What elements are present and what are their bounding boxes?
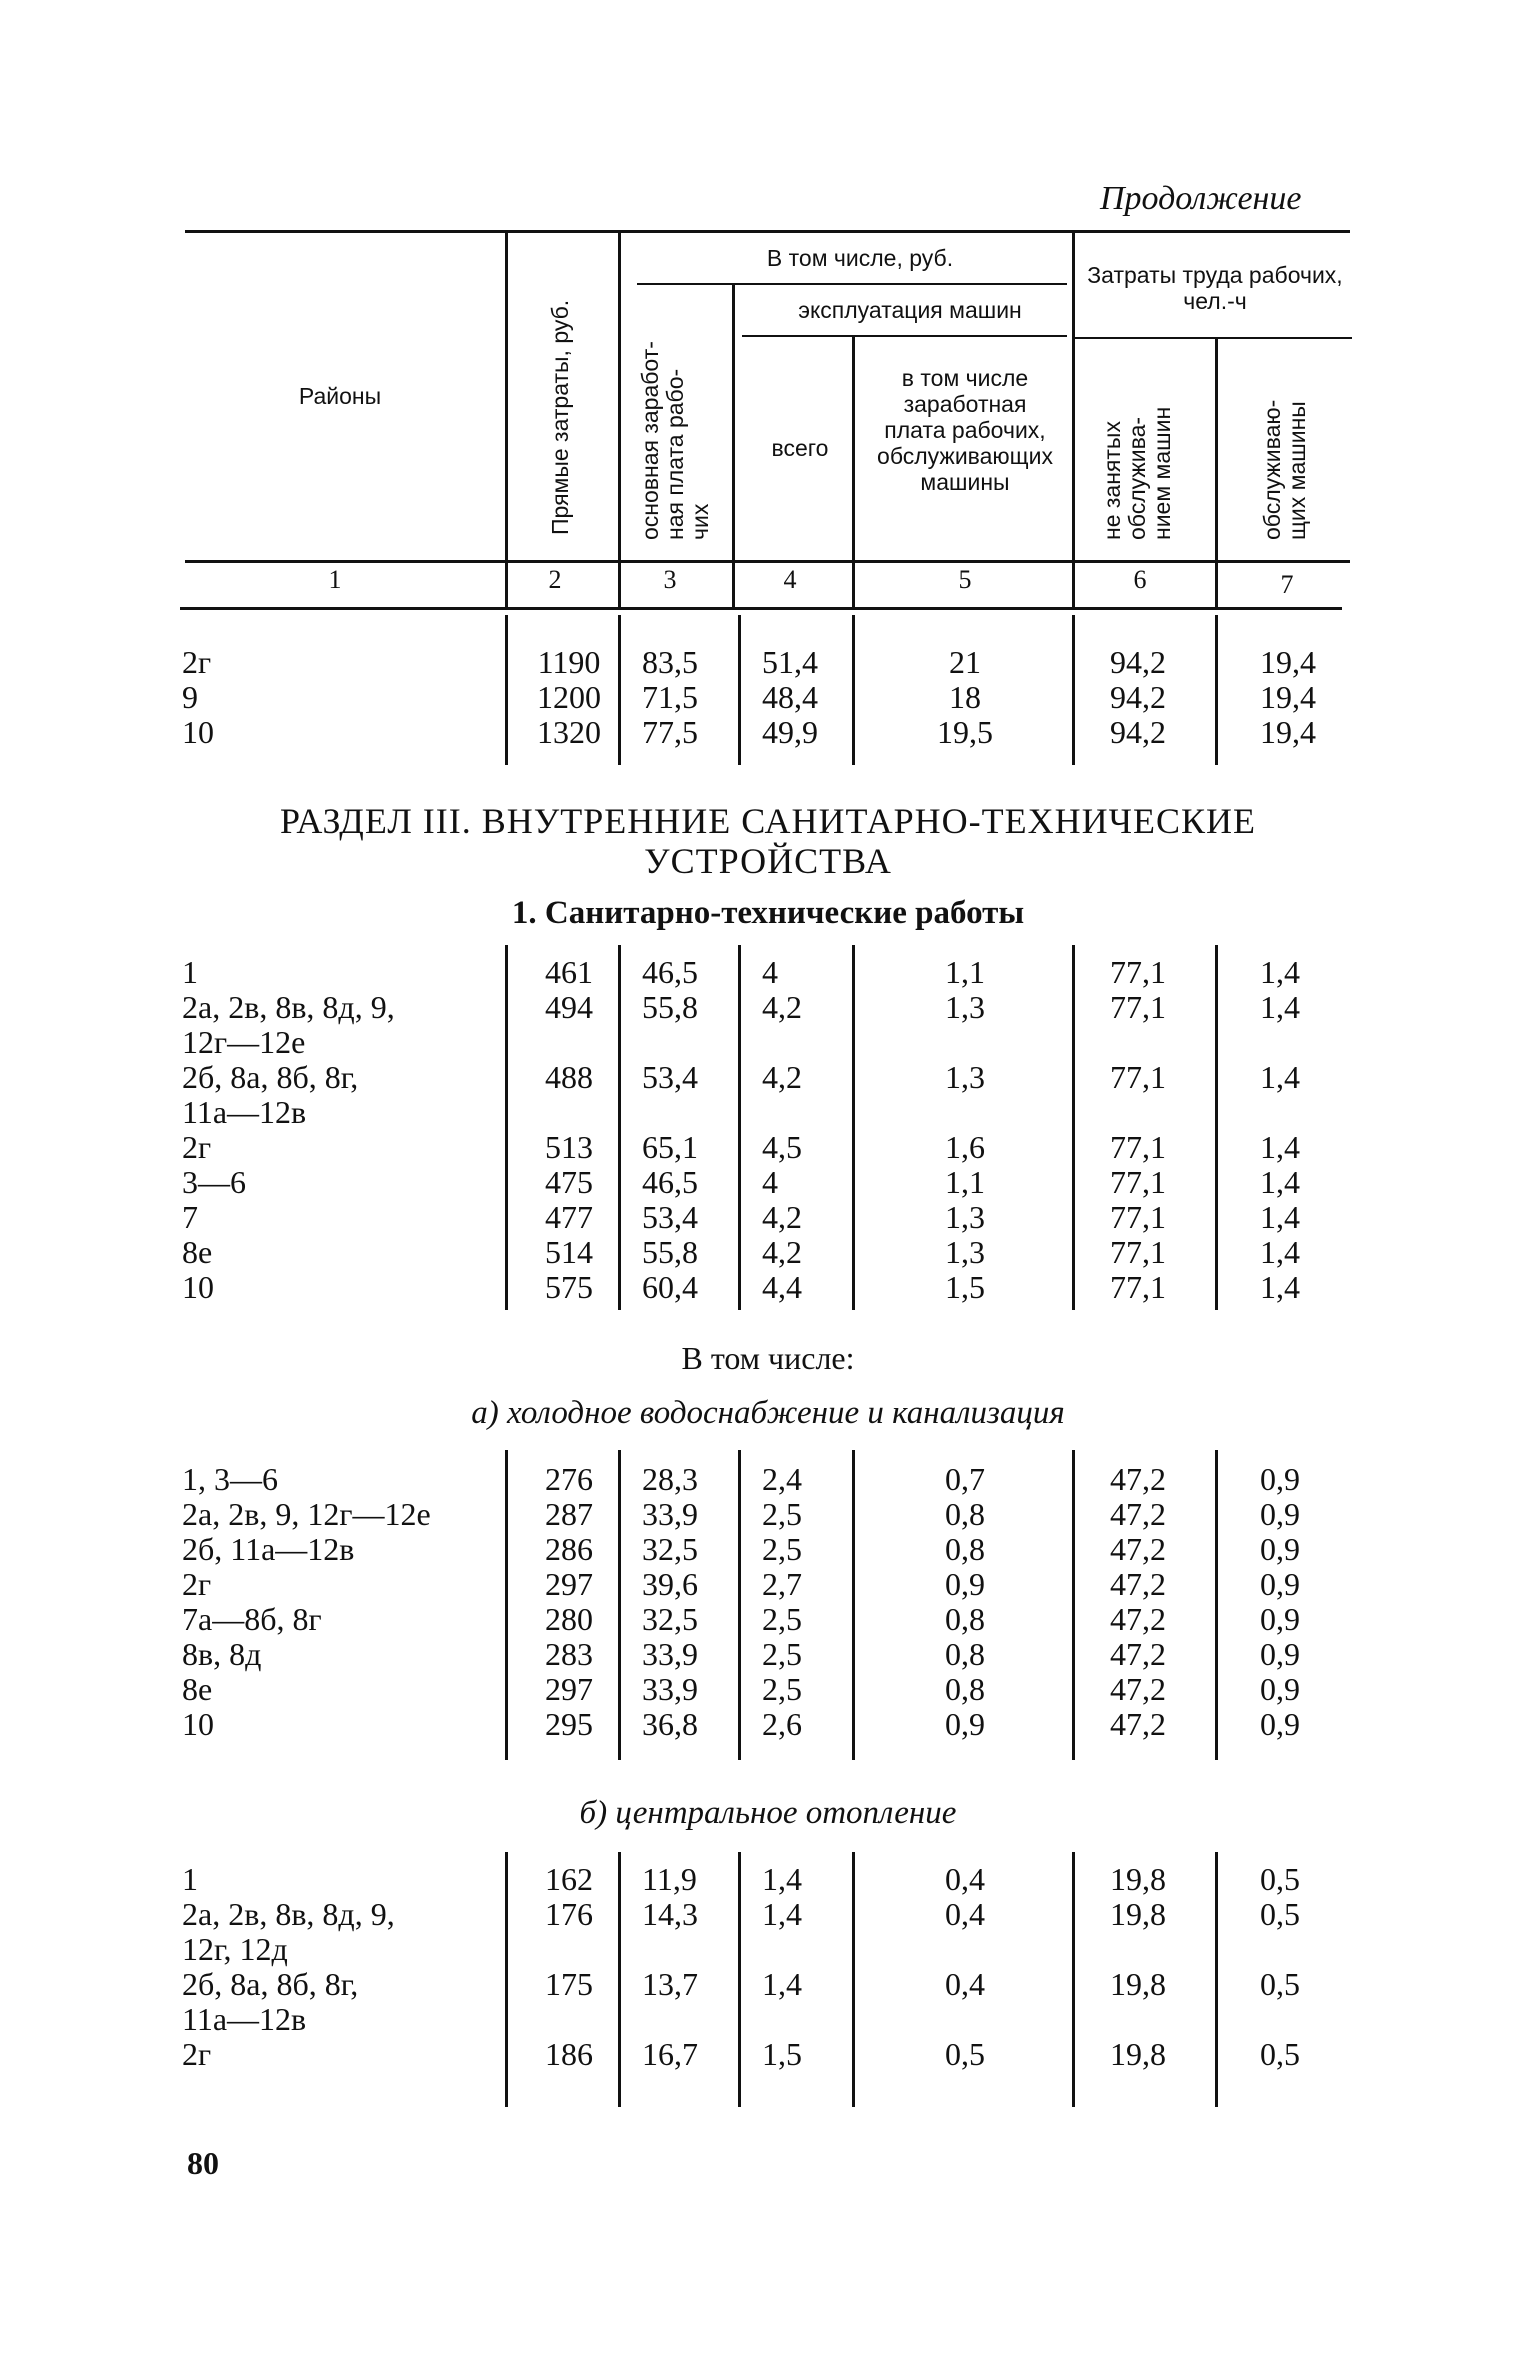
col-divider <box>852 337 855 607</box>
value-cell: 19,4 <box>1260 644 1316 680</box>
value-cell: 295 <box>545 1706 593 1742</box>
value-cell: 47,2 <box>1110 1601 1166 1637</box>
value-cell: 2,5 <box>762 1601 802 1637</box>
value-cell: 94,2 <box>1110 644 1166 680</box>
value-cell: 575 <box>545 1269 593 1305</box>
value-cell: 176 <box>545 1896 593 1932</box>
district-cell: 10 <box>182 1706 214 1742</box>
value-cell: 47,2 <box>1110 1671 1166 1707</box>
header-not-servicing: не занятых обслужива- нием машин <box>1099 406 1175 540</box>
table-row <box>0 1862 1536 1896</box>
district-cell: 2б, 8а, 8б, 8г, <box>182 1059 359 1095</box>
value-cell: 19,5 <box>937 714 993 750</box>
value-cell: 0,9 <box>1260 1636 1300 1672</box>
header-total: всего <box>771 435 829 461</box>
value-cell: 77,1 <box>1110 1199 1166 1235</box>
value-cell: 0,9 <box>1260 1496 1300 1532</box>
value-cell: 280 <box>545 1601 593 1637</box>
value-cell: 0,8 <box>945 1671 985 1707</box>
value-cell: 0,5 <box>945 2036 985 2072</box>
value-cell: 1,4 <box>1260 954 1300 990</box>
value-cell: 0,8 <box>945 1601 985 1637</box>
value-cell: 0,8 <box>945 1496 985 1532</box>
value-cell: 1,3 <box>945 1234 985 1270</box>
value-cell: 33,9 <box>642 1671 698 1707</box>
col-number: 3 <box>663 565 677 594</box>
value-cell: 0,9 <box>1260 1531 1300 1567</box>
col-divider <box>1072 232 1075 607</box>
value-cell: 55,8 <box>642 989 698 1025</box>
value-cell: 19,8 <box>1110 1966 1166 2002</box>
header-mid-rule <box>185 560 1350 563</box>
district-cell: 2б, 11а—12в <box>182 1531 355 1567</box>
table-row <box>0 1897 1536 1931</box>
table-row <box>0 1130 1536 1164</box>
district-cell: 7 <box>182 1199 198 1235</box>
value-cell: 77,1 <box>1110 989 1166 1025</box>
col-number: 2 <box>548 565 562 594</box>
value-cell: 276 <box>545 1461 593 1497</box>
subsection-title: 1. Санитарно-технические работы <box>511 895 1025 931</box>
table-row <box>0 1567 1536 1601</box>
header-labor-costs: Затраты труда рабочих, чел.-ч <box>1087 262 1343 314</box>
district-cell: 10 <box>182 1269 214 1305</box>
value-cell: 175 <box>545 1966 593 2002</box>
value-cell: 13,7 <box>642 1966 698 2002</box>
value-cell: 2,6 <box>762 1706 802 1742</box>
value-cell: 77,1 <box>1110 1059 1166 1095</box>
value-cell: 1,6 <box>945 1129 985 1165</box>
table-row <box>0 2037 1536 2071</box>
value-cell: 0,9 <box>1260 1461 1300 1497</box>
district-cell: 2а, 2в, 8в, 8д, 9, <box>182 989 395 1025</box>
value-cell: 16,7 <box>642 2036 698 2072</box>
col-divider <box>618 232 621 607</box>
value-cell: 4 <box>762 954 778 990</box>
header-direct-costs: Прямые затраты, руб. <box>547 299 573 535</box>
header-base-salary: основная заработ- ная плата рабо- чих <box>637 341 713 540</box>
value-cell: 53,4 <box>642 1059 698 1095</box>
value-cell: 55,8 <box>642 1234 698 1270</box>
value-cell: 186 <box>545 2036 593 2072</box>
value-cell: 1,1 <box>945 1164 985 1200</box>
table-row <box>0 1967 1536 2001</box>
table-row <box>0 1095 1536 1129</box>
header-servicing: обслуживаю- щих машины <box>1259 399 1310 540</box>
value-cell: 4,5 <box>762 1129 802 1165</box>
value-cell: 32,5 <box>642 1601 698 1637</box>
value-cell: 19,8 <box>1110 1896 1166 1932</box>
value-cell: 77,1 <box>1110 1129 1166 1165</box>
value-cell: 1,4 <box>1260 1164 1300 1200</box>
table-row <box>0 1532 1536 1566</box>
district-cell: 1 <box>182 1861 198 1897</box>
header-incl-salary-servicing: в том числе заработная плата рабочих, обслуживающих машины <box>877 365 1053 495</box>
value-cell: 1,4 <box>1260 1234 1300 1270</box>
district-cell: 10 <box>182 714 214 750</box>
col-number: 5 <box>958 565 972 594</box>
col-number: 6 <box>1133 565 1147 594</box>
value-cell: 49,9 <box>762 714 818 750</box>
value-cell: 2,5 <box>762 1671 802 1707</box>
section-title-cont: УСТРОЙСТВА <box>644 841 892 881</box>
value-cell: 0,9 <box>1260 1671 1300 1707</box>
value-cell: 65,1 <box>642 1129 698 1165</box>
continuation-label: Продолжение <box>1100 180 1302 217</box>
value-cell: 0,9 <box>945 1566 985 1602</box>
value-cell: 47,2 <box>1110 1496 1166 1532</box>
value-cell: 1,4 <box>1260 1059 1300 1095</box>
header-top-rule <box>185 230 1350 233</box>
value-cell: 488 <box>545 1059 593 1095</box>
value-cell: 4,4 <box>762 1269 802 1305</box>
value-cell: 1,4 <box>1260 1129 1300 1165</box>
value-cell: 94,2 <box>1110 679 1166 715</box>
value-cell: 83,5 <box>642 644 698 680</box>
value-cell: 1200 <box>537 679 601 715</box>
value-cell: 0,4 <box>945 1861 985 1897</box>
value-cell: 1,4 <box>1260 1199 1300 1235</box>
district-cell: 8е <box>182 1671 213 1707</box>
value-cell: 46,5 <box>642 1164 698 1200</box>
value-cell: 0,5 <box>1260 1966 1300 2002</box>
value-cell: 2,7 <box>762 1566 802 1602</box>
value-cell: 77,1 <box>1110 1234 1166 1270</box>
subtitle-b: б) центральное отопление <box>579 1795 957 1831</box>
header-machine-operation: эксплуатация машин <box>798 297 1022 323</box>
value-cell: 0,9 <box>1260 1566 1300 1602</box>
value-cell: 11,9 <box>642 1861 697 1897</box>
value-cell: 1,1 <box>945 954 985 990</box>
value-cell: 36,8 <box>642 1706 698 1742</box>
value-cell: 0,4 <box>945 1966 985 2002</box>
value-cell: 2,5 <box>762 1636 802 1672</box>
value-cell: 47,2 <box>1110 1636 1166 1672</box>
value-cell: 4,2 <box>762 1059 802 1095</box>
col-number: 1 <box>328 565 342 594</box>
table-row <box>0 680 1536 714</box>
header-sub-rule-2 <box>742 335 1067 337</box>
value-cell: 18 <box>949 679 981 715</box>
value-cell: 77,5 <box>642 714 698 750</box>
value-cell: 1,5 <box>945 1269 985 1305</box>
value-cell: 0,5 <box>1260 1861 1300 1897</box>
value-cell: 1,4 <box>762 1896 802 1932</box>
table-row <box>0 1637 1536 1671</box>
header-including-rub: В том числе, руб. <box>766 245 954 271</box>
col-divider <box>1215 339 1218 607</box>
district-cell: 8в, 8д <box>182 1636 262 1672</box>
table-row <box>0 645 1536 679</box>
value-cell: 461 <box>545 954 593 990</box>
subtitle-a: а) холодное водоснабжение и канализация <box>471 1395 1065 1431</box>
table-row <box>0 1060 1536 1094</box>
value-cell: 1,3 <box>945 1199 985 1235</box>
page-number: 80 <box>187 2145 219 2181</box>
table-row <box>0 955 1536 989</box>
value-cell: 51,4 <box>762 644 818 680</box>
value-cell: 32,5 <box>642 1531 698 1567</box>
district-cell: 1 <box>182 954 198 990</box>
value-cell: 162 <box>545 1861 593 1897</box>
value-cell: 0,9 <box>945 1706 985 1742</box>
table-row <box>0 715 1536 749</box>
value-cell: 0,7 <box>945 1461 985 1497</box>
table-row <box>0 1672 1536 1706</box>
value-cell: 46,5 <box>642 954 698 990</box>
value-cell: 77,1 <box>1110 1269 1166 1305</box>
value-cell: 47,2 <box>1110 1461 1166 1497</box>
value-cell: 14,3 <box>642 1896 698 1932</box>
value-cell: 77,1 <box>1110 954 1166 990</box>
value-cell: 4,2 <box>762 1234 802 1270</box>
value-cell: 477 <box>545 1199 593 1235</box>
value-cell: 2,5 <box>762 1496 802 1532</box>
table-row <box>0 1497 1536 1531</box>
section-title: РАЗДЕЛ III. ВНУТРЕННИЕ САНИТАРНО-ТЕХНИЧЕСКИЕ <box>279 801 1257 841</box>
value-cell: 47,2 <box>1110 1531 1166 1567</box>
district-cell: 2б, 8а, 8б, 8г, <box>182 1966 359 2002</box>
value-cell: 0,5 <box>1260 2036 1300 2072</box>
value-cell: 2,5 <box>762 1531 802 1567</box>
value-cell: 39,6 <box>642 1566 698 1602</box>
district-cell: 2а, 2в, 9, 12г—12е <box>182 1496 431 1532</box>
district-cell: 3—6 <box>182 1164 246 1200</box>
col-number: 7 <box>1280 570 1294 599</box>
table-row <box>0 990 1536 1024</box>
value-cell: 60,4 <box>642 1269 698 1305</box>
district-cell: 2г <box>182 1566 212 1602</box>
district-cell: 12г—12е <box>182 1024 306 1060</box>
value-cell: 33,9 <box>642 1636 698 1672</box>
value-cell: 2,4 <box>762 1461 802 1497</box>
value-cell: 71,5 <box>642 679 698 715</box>
table-row <box>0 1602 1536 1636</box>
value-cell: 286 <box>545 1531 593 1567</box>
district-cell: 11а—12в <box>182 1094 307 1130</box>
table-row <box>0 1707 1536 1741</box>
value-cell: 475 <box>545 1164 593 1200</box>
value-cell: 19,8 <box>1110 2036 1166 2072</box>
header-sub-rule <box>637 283 1067 285</box>
value-cell: 0,8 <box>945 1636 985 1672</box>
header-bottom-rule <box>180 607 1342 610</box>
value-cell: 19,4 <box>1260 714 1316 750</box>
value-cell: 1,4 <box>762 1966 802 2002</box>
table-row <box>0 1165 1536 1199</box>
table-row <box>0 1932 1536 1966</box>
value-cell: 1190 <box>537 644 601 680</box>
district-cell: 9 <box>182 679 198 715</box>
value-cell: 297 <box>545 1566 593 1602</box>
district-cell: 2г <box>182 2036 212 2072</box>
table-row <box>0 1270 1536 1304</box>
value-cell: 4 <box>762 1164 778 1200</box>
value-cell: 19,4 <box>1260 679 1316 715</box>
value-cell: 297 <box>545 1671 593 1707</box>
value-cell: 1,5 <box>762 2036 802 2072</box>
value-cell: 47,2 <box>1110 1566 1166 1602</box>
value-cell: 0,8 <box>945 1531 985 1567</box>
district-cell: 1, 3—6 <box>182 1461 278 1497</box>
value-cell: 0,9 <box>1260 1706 1300 1742</box>
value-cell: 53,4 <box>642 1199 698 1235</box>
col-number: 4 <box>783 565 797 594</box>
value-cell: 1,4 <box>1260 1269 1300 1305</box>
district-cell: 12г, 12д <box>182 1931 288 1967</box>
table-row <box>0 1025 1536 1059</box>
value-cell: 514 <box>545 1234 593 1270</box>
value-cell: 0,9 <box>1260 1601 1300 1637</box>
value-cell: 283 <box>545 1636 593 1672</box>
district-cell: 2г <box>182 644 212 680</box>
value-cell: 1320 <box>537 714 601 750</box>
value-cell: 513 <box>545 1129 593 1165</box>
value-cell: 1,3 <box>945 989 985 1025</box>
value-cell: 19,8 <box>1110 1861 1166 1897</box>
table-row <box>0 1462 1536 1496</box>
value-cell: 94,2 <box>1110 714 1166 750</box>
value-cell: 21 <box>949 644 981 680</box>
value-cell: 48,4 <box>762 679 818 715</box>
value-cell: 77,1 <box>1110 1164 1166 1200</box>
value-cell: 4,2 <box>762 989 802 1025</box>
district-cell: 8е <box>182 1234 213 1270</box>
col-divider <box>505 232 508 607</box>
header-sub-rule-3 <box>1072 337 1352 339</box>
value-cell: 1,3 <box>945 1059 985 1095</box>
district-cell: 2г <box>182 1129 212 1165</box>
header-districts: Районы <box>298 383 382 409</box>
value-cell: 0,5 <box>1260 1896 1300 1932</box>
value-cell: 1,4 <box>762 1861 802 1897</box>
col-divider <box>732 285 735 607</box>
table-row <box>0 1200 1536 1234</box>
value-cell: 33,9 <box>642 1496 698 1532</box>
value-cell: 47,2 <box>1110 1706 1166 1742</box>
table-row <box>0 2002 1536 2036</box>
district-cell: 2а, 2в, 8в, 8д, 9, <box>182 1896 395 1932</box>
value-cell: 28,3 <box>642 1461 698 1497</box>
district-cell: 11а—12в <box>182 2001 307 2037</box>
including-label: В том числе: <box>681 1340 855 1376</box>
value-cell: 494 <box>545 989 593 1025</box>
value-cell: 287 <box>545 1496 593 1532</box>
district-cell: 7а—8б, 8г <box>182 1601 322 1637</box>
value-cell: 4,2 <box>762 1199 802 1235</box>
value-cell: 0,4 <box>945 1896 985 1932</box>
table-row <box>0 1235 1536 1269</box>
value-cell: 1,4 <box>1260 989 1300 1025</box>
